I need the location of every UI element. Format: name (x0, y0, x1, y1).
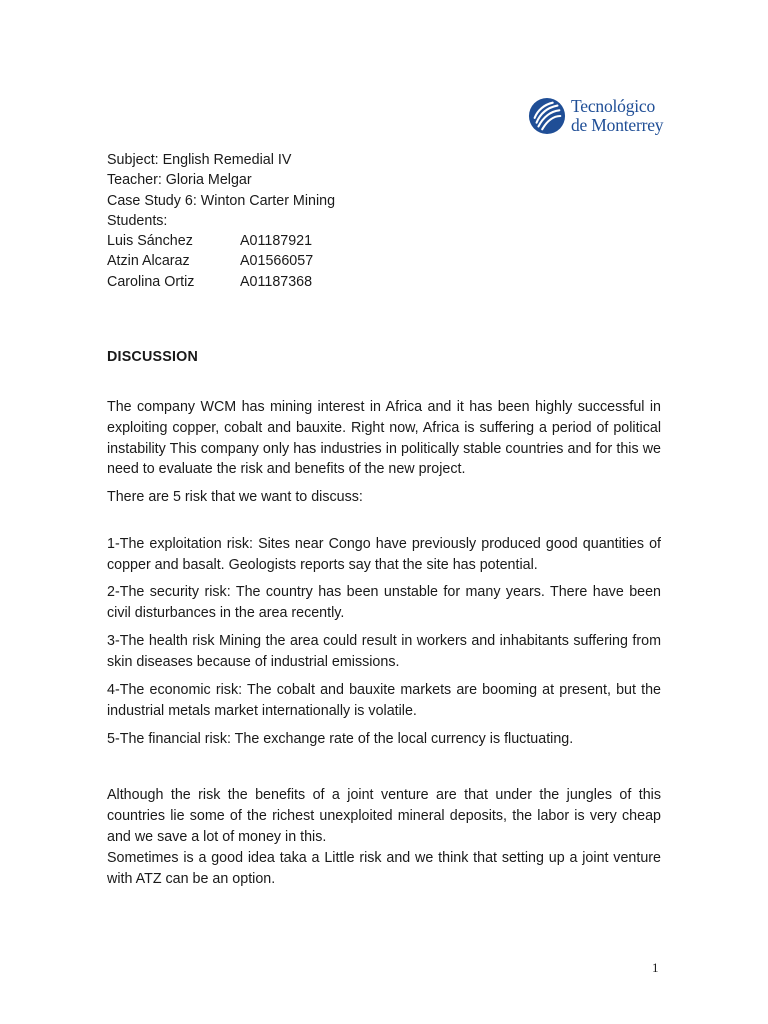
student-row (107, 231, 335, 251)
student-row (107, 251, 335, 271)
student-id: A01187921 (240, 233, 313, 250)
risk-item-5: 5-The financial risk: The exchange rate of the local currency is fluctuating. (107, 731, 574, 747)
student-row (107, 272, 335, 292)
page-number: 1 (652, 960, 659, 975)
section-heading: DISCUSSION (107, 349, 198, 365)
intro-paragraph: The company WCM has mining interest in Africa and it has been highly successful in exploiting copper, cobalt and bauxite. Right now, Africa is suffering a period of political instability This company only has industries in politically stable countries and for this we need to evaluate the risk and benefits of the new project. (107, 399, 661, 478)
risk-item-4: 4-The economic risk: The cobalt and bauxite markets are booming at present, but the industrial metals market internationally is volatile. (107, 682, 661, 719)
risks-intro-paragraph: There are 5 risk that we want to discuss: (107, 489, 363, 505)
risk-item-3: 3-The health risk Mining the area could result in workers and inhabitants suffering from skin diseases because of industrial emissions. (107, 633, 661, 670)
students-label: Students: (107, 212, 168, 229)
student-id: A01566057 (240, 253, 314, 270)
student-name: Carolina Ortiz (107, 273, 195, 290)
conclusion-paragraph: Sometimes is a good idea taka a Little risk and we think that setting up a joint venture with ATZ can be an option. (107, 850, 661, 887)
risk-item-1: 1-The exploitation risk: Sites near Congo have previously produced good quantities of copper and basalt. Geologists reports say that the site has potential. (107, 536, 661, 573)
logo-wordmark (571, 97, 663, 135)
institution-logo (528, 94, 688, 138)
benefits-paragraph: Although the risk the benefits of a joint venture are that under the jungles of this countries lie some of the richest unexploited mineral deposits, the labor is very cheap and we save a lot of money in this. (107, 787, 661, 845)
student-name: Atzin Alcaraz (107, 253, 190, 270)
student-id: A01187368 (240, 273, 313, 290)
case-study-line: Case Study 6: Winton Carter Mining (107, 192, 336, 209)
logo-line-2: de Monterrey (571, 115, 664, 135)
subject-line: Subject: English Remedial IV (107, 152, 292, 168)
logo-line-1: Tecnológico (571, 96, 656, 116)
risk-item-2: 2-The security risk: The country has been unstable for many years. There have been civil disturbances in the area recently. (107, 584, 661, 621)
teacher-line: Teacher: Gloria Melgar (107, 172, 252, 189)
student-name: Luis Sánchez (107, 233, 193, 250)
document-header (107, 150, 335, 292)
logo-emblem-icon (528, 97, 566, 135)
